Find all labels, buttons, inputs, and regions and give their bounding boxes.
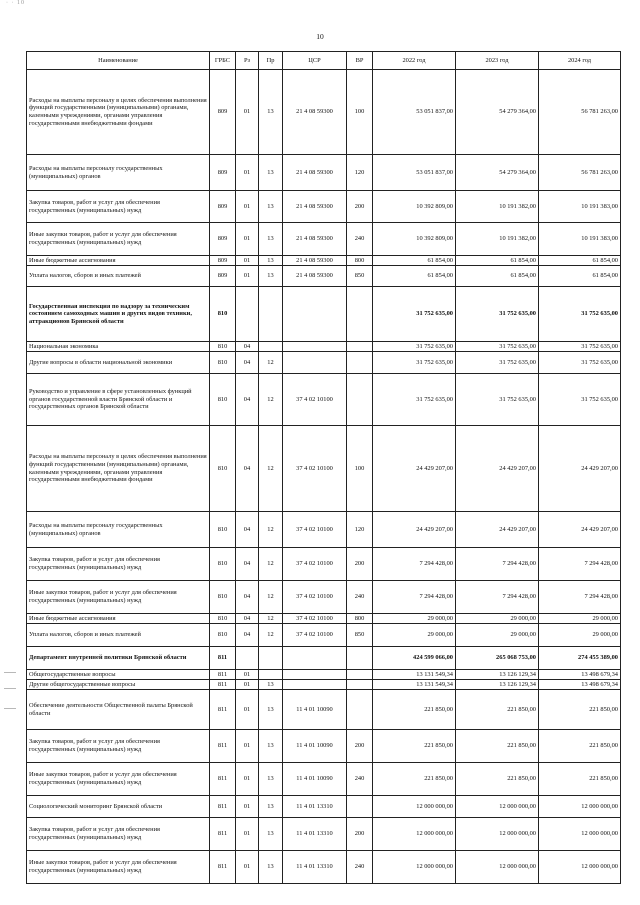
- cell-csr: 37 4 02 10100: [283, 614, 347, 624]
- cell-rz: 01: [236, 818, 259, 851]
- cell-2023: 54 279 364,00: [456, 70, 539, 155]
- cell-2024: 7 294 428,00: [539, 581, 621, 614]
- cell-name: Иные закупки товаров, работ и услуг для обеспечения государственных (муниципальных) нужд: [27, 581, 210, 614]
- cell-2022: 24 429 207,00: [373, 426, 456, 512]
- cell-rz: 01: [236, 796, 259, 818]
- cell-name: Руководство и управление в сфере установленных функций органов государственной власти Брянской области и государственных органов Брянской области: [27, 374, 210, 426]
- cell-pr: 13: [259, 851, 283, 884]
- cell-2024: 13 498 679,34: [539, 680, 621, 690]
- margin-mark: [4, 672, 16, 673]
- cell-2023: 10 191 382,00: [456, 191, 539, 223]
- cell-vr: 850: [347, 624, 373, 647]
- cell-rz: 04: [236, 374, 259, 426]
- cell-vr: 200: [347, 548, 373, 581]
- cell-name: Иные бюджетные ассигнования: [27, 614, 210, 624]
- cell-name: Закупка товаров, работ и услуг для обеспечения государственных (муниципальных) нужд: [27, 548, 210, 581]
- cell-grbs: 809: [210, 155, 236, 191]
- cell-grbs: 809: [210, 191, 236, 223]
- cell-pr: [259, 647, 283, 670]
- cell-2022: 10 392 809,00: [373, 191, 456, 223]
- cell-vr: 240: [347, 763, 373, 796]
- corner-mark: · · 10: [6, 0, 25, 6]
- cell-2024: 13 498 679,34: [539, 670, 621, 680]
- cell-vr: [347, 647, 373, 670]
- cell-2022: 24 429 207,00: [373, 512, 456, 548]
- table-row: [27, 730, 621, 763]
- cell-2023: 7 294 428,00: [456, 548, 539, 581]
- cell-pr: 13: [259, 266, 283, 287]
- cell-pr: 12: [259, 374, 283, 426]
- table-row: [27, 818, 621, 851]
- cell-pr: 13: [259, 223, 283, 256]
- cell-2022: 7 294 428,00: [373, 581, 456, 614]
- cell-csr: 11 4 01 10090: [283, 730, 347, 763]
- cell-grbs: 809: [210, 223, 236, 256]
- table-row: [27, 680, 621, 690]
- cell-2023: 24 429 207,00: [456, 512, 539, 548]
- cell-grbs: 811: [210, 670, 236, 680]
- table-row: [27, 624, 621, 647]
- cell-rz: 01: [236, 191, 259, 223]
- cell-grbs: 811: [210, 796, 236, 818]
- cell-pr: 13: [259, 763, 283, 796]
- cell-2022: 29 000,00: [373, 614, 456, 624]
- cell-csr: 11 4 01 13310: [283, 796, 347, 818]
- cell-2024: 31 752 635,00: [539, 352, 621, 374]
- cell-2022: 31 752 635,00: [373, 342, 456, 352]
- header-row: [27, 52, 621, 70]
- cell-2022: 7 294 428,00: [373, 548, 456, 581]
- cell-2024: 12 000 000,00: [539, 796, 621, 818]
- cell-2023: 10 191 382,00: [456, 223, 539, 256]
- cell-2022: 10 392 809,00: [373, 223, 456, 256]
- cell-2022: 424 599 066,00: [373, 647, 456, 670]
- cell-vr: 100: [347, 426, 373, 512]
- cell-vr: 120: [347, 512, 373, 548]
- cell-grbs: 811: [210, 851, 236, 884]
- cell-grbs: 810: [210, 352, 236, 374]
- cell-csr: 11 4 01 10090: [283, 690, 347, 730]
- table-row: [27, 647, 621, 670]
- cell-2024: 31 752 635,00: [539, 342, 621, 352]
- cell-2022: 12 000 000,00: [373, 818, 456, 851]
- cell-name: Закупка товаров, работ и услуг для обеспечения государственных (муниципальных) нужд: [27, 818, 210, 851]
- cell-2022: 61 854,00: [373, 256, 456, 266]
- cell-vr: 120: [347, 155, 373, 191]
- cell-2024: 29 000,00: [539, 624, 621, 647]
- cell-2022: 31 752 635,00: [373, 287, 456, 342]
- cell-grbs: 810: [210, 287, 236, 342]
- cell-rz: [236, 647, 259, 670]
- header-rz: Рз: [236, 52, 259, 70]
- cell-vr: [347, 680, 373, 690]
- cell-vr: [347, 670, 373, 680]
- cell-2022: 12 000 000,00: [373, 851, 456, 884]
- cell-pr: 12: [259, 581, 283, 614]
- cell-2024: 10 191 383,00: [539, 223, 621, 256]
- cell-grbs: 810: [210, 374, 236, 426]
- cell-grbs: 810: [210, 581, 236, 614]
- cell-rz: 01: [236, 155, 259, 191]
- cell-pr: 13: [259, 690, 283, 730]
- cell-2024: 7 294 428,00: [539, 548, 621, 581]
- cell-2024: 31 752 635,00: [539, 374, 621, 426]
- page-number: 10: [316, 32, 324, 41]
- cell-vr: 800: [347, 256, 373, 266]
- cell-name: Закупка товаров, работ и услуг для обеспечения государственных (муниципальных) нужд: [27, 191, 210, 223]
- cell-vr: 850: [347, 266, 373, 287]
- cell-grbs: 809: [210, 70, 236, 155]
- cell-2022: 31 752 635,00: [373, 374, 456, 426]
- cell-name: Уплата налогов, сборов и иных платежей: [27, 624, 210, 647]
- table-row: [27, 256, 621, 266]
- cell-grbs: 809: [210, 256, 236, 266]
- cell-name: Обеспечение деятельности Общественной палаты Брянской области: [27, 690, 210, 730]
- cell-2022: 29 000,00: [373, 624, 456, 647]
- cell-2023: 29 000,00: [456, 624, 539, 647]
- table-row: [27, 426, 621, 512]
- cell-2023: 54 279 364,00: [456, 155, 539, 191]
- cell-pr: [259, 670, 283, 680]
- cell-csr: 37 4 02 10100: [283, 581, 347, 614]
- cell-2024: 221 850,00: [539, 690, 621, 730]
- cell-2022: 61 854,00: [373, 266, 456, 287]
- cell-vr: 100: [347, 70, 373, 155]
- cell-grbs: 810: [210, 512, 236, 548]
- cell-csr: 21 4 08 59300: [283, 70, 347, 155]
- cell-2023: 29 000,00: [456, 614, 539, 624]
- margin-mark: [4, 688, 16, 689]
- table-row: [27, 374, 621, 426]
- cell-2023: 24 429 207,00: [456, 426, 539, 512]
- cell-name: Иные закупки товаров, работ и услуг для обеспечения государственных (муниципальных) нужд: [27, 763, 210, 796]
- cell-2023: 13 126 129,34: [456, 670, 539, 680]
- cell-csr: 21 4 08 59300: [283, 256, 347, 266]
- cell-vr: 240: [347, 223, 373, 256]
- cell-rz: 01: [236, 851, 259, 884]
- cell-name: Расходы на выплаты персоналу государственных (муниципальных) органов: [27, 155, 210, 191]
- cell-pr: 12: [259, 614, 283, 624]
- cell-2022: 221 850,00: [373, 730, 456, 763]
- cell-name: Закупка товаров, работ и услуг для обеспечения государственных (муниципальных) нужд: [27, 730, 210, 763]
- cell-csr: 37 4 02 10100: [283, 374, 347, 426]
- header-2024: 2024 год: [539, 52, 621, 70]
- table-row: [27, 796, 621, 818]
- cell-2023: 31 752 635,00: [456, 374, 539, 426]
- cell-pr: [259, 287, 283, 342]
- header-2022: 2022 год: [373, 52, 456, 70]
- table-row: [27, 763, 621, 796]
- cell-rz: 01: [236, 223, 259, 256]
- header-pr: Пр: [259, 52, 283, 70]
- cell-2024: 61 854,00: [539, 266, 621, 287]
- cell-name: Уплата налогов, сборов и иных платежей: [27, 266, 210, 287]
- budget-table: [26, 51, 621, 884]
- header-2023: 2023 год: [456, 52, 539, 70]
- table-row: [27, 191, 621, 223]
- table-row: [27, 223, 621, 256]
- cell-csr: 11 4 01 13310: [283, 851, 347, 884]
- cell-2024: 24 429 207,00: [539, 512, 621, 548]
- cell-vr: 240: [347, 581, 373, 614]
- cell-rz: 04: [236, 426, 259, 512]
- cell-grbs: 811: [210, 680, 236, 690]
- table-row: [27, 512, 621, 548]
- cell-rz: 01: [236, 670, 259, 680]
- cell-2024: 221 850,00: [539, 763, 621, 796]
- cell-name: Иные бюджетные ассигнования: [27, 256, 210, 266]
- cell-grbs: 811: [210, 730, 236, 763]
- cell-2022: 13 131 549,34: [373, 680, 456, 690]
- cell-pr: 13: [259, 191, 283, 223]
- cell-2024: 31 752 635,00: [539, 287, 621, 342]
- table-row: [27, 614, 621, 624]
- cell-grbs: 809: [210, 266, 236, 287]
- cell-name: Расходы на выплаты персоналу в целях обеспечения выполнения функций государственными (муниципальными) органами, казенными учреждениями, органами управления государственными внебюджетными фондами: [27, 70, 210, 155]
- cell-2023: 61 854,00: [456, 266, 539, 287]
- cell-2024: 221 850,00: [539, 730, 621, 763]
- cell-rz: 04: [236, 548, 259, 581]
- cell-rz: 01: [236, 256, 259, 266]
- cell-2024: 274 455 389,00: [539, 647, 621, 670]
- cell-vr: 200: [347, 818, 373, 851]
- cell-2023: 221 850,00: [456, 730, 539, 763]
- cell-vr: 200: [347, 730, 373, 763]
- table-row: [27, 266, 621, 287]
- cell-vr: [347, 690, 373, 730]
- cell-name: Общегосударственные вопросы: [27, 670, 210, 680]
- cell-2022: 221 850,00: [373, 763, 456, 796]
- cell-vr: [347, 342, 373, 352]
- cell-vr: 800: [347, 614, 373, 624]
- cell-2024: 12 000 000,00: [539, 851, 621, 884]
- cell-csr: 11 4 01 10090: [283, 763, 347, 796]
- cell-rz: 01: [236, 70, 259, 155]
- cell-name: Национальная экономика: [27, 342, 210, 352]
- cell-2023: 31 752 635,00: [456, 352, 539, 374]
- cell-vr: 240: [347, 851, 373, 884]
- cell-vr: [347, 287, 373, 342]
- cell-grbs: 810: [210, 548, 236, 581]
- cell-rz: 01: [236, 266, 259, 287]
- cell-2022: 31 752 635,00: [373, 352, 456, 374]
- table-row: [27, 581, 621, 614]
- cell-pr: 13: [259, 680, 283, 690]
- cell-grbs: 810: [210, 614, 236, 624]
- cell-name: Иные закупки товаров, работ и услуг для обеспечения государственных (муниципальных) нужд: [27, 223, 210, 256]
- cell-2023: 12 000 000,00: [456, 818, 539, 851]
- cell-2023: 12 000 000,00: [456, 796, 539, 818]
- cell-2024: 56 781 263,00: [539, 155, 621, 191]
- cell-2024: 56 781 263,00: [539, 70, 621, 155]
- cell-grbs: 810: [210, 624, 236, 647]
- table-row: [27, 287, 621, 342]
- cell-rz: 04: [236, 581, 259, 614]
- header-name: Наименование: [27, 52, 210, 70]
- table-row: [27, 670, 621, 680]
- cell-rz: 01: [236, 680, 259, 690]
- cell-pr: 12: [259, 352, 283, 374]
- cell-vr: [347, 796, 373, 818]
- table-row: [27, 70, 621, 155]
- cell-rz: 01: [236, 690, 259, 730]
- cell-csr: 11 4 01 13310: [283, 818, 347, 851]
- cell-2023: 221 850,00: [456, 690, 539, 730]
- table-row: [27, 690, 621, 730]
- cell-2024: 10 191 383,00: [539, 191, 621, 223]
- header-grbs: ГРБС: [210, 52, 236, 70]
- cell-2023: 61 854,00: [456, 256, 539, 266]
- cell-grbs: 811: [210, 647, 236, 670]
- cell-pr: 13: [259, 818, 283, 851]
- cell-csr: 21 4 08 59300: [283, 266, 347, 287]
- cell-rz: 01: [236, 763, 259, 796]
- cell-csr: [283, 680, 347, 690]
- cell-csr: 21 4 08 59300: [283, 191, 347, 223]
- cell-2023: 31 752 635,00: [456, 342, 539, 352]
- table-row: [27, 342, 621, 352]
- cell-pr: 12: [259, 512, 283, 548]
- cell-pr: 12: [259, 426, 283, 512]
- cell-2022: 13 131 549,34: [373, 670, 456, 680]
- cell-name: Иные закупки товаров, работ и услуг для обеспечения государственных (муниципальных) нужд: [27, 851, 210, 884]
- cell-name: Другие вопросы в области национальной экономики: [27, 352, 210, 374]
- cell-2022: 53 051 837,00: [373, 70, 456, 155]
- cell-grbs: 810: [210, 426, 236, 512]
- cell-pr: 13: [259, 155, 283, 191]
- margin-mark: [4, 708, 16, 709]
- cell-name: Другие общегосударственные вопросы: [27, 680, 210, 690]
- cell-2023: 12 000 000,00: [456, 851, 539, 884]
- cell-2023: 221 850,00: [456, 763, 539, 796]
- table-body: [27, 70, 621, 884]
- cell-csr: 37 4 02 10100: [283, 624, 347, 647]
- cell-csr: [283, 287, 347, 342]
- cell-vr: [347, 352, 373, 374]
- cell-csr: [283, 352, 347, 374]
- cell-2022: 221 850,00: [373, 690, 456, 730]
- cell-csr: [283, 670, 347, 680]
- cell-csr: 37 4 02 10100: [283, 426, 347, 512]
- cell-rz: 01: [236, 730, 259, 763]
- cell-pr: [259, 342, 283, 352]
- cell-csr: 21 4 08 59300: [283, 223, 347, 256]
- cell-grbs: 811: [210, 818, 236, 851]
- cell-vr: [347, 374, 373, 426]
- cell-csr: [283, 647, 347, 670]
- cell-pr: 13: [259, 796, 283, 818]
- cell-name: Социологический мониторинг Брянской области: [27, 796, 210, 818]
- cell-rz: [236, 287, 259, 342]
- cell-csr: [283, 342, 347, 352]
- cell-pr: 13: [259, 70, 283, 155]
- cell-name: Департамент внутренней политики Брянской области: [27, 647, 210, 670]
- cell-name: Расходы на выплаты персоналу государственных (муниципальных) органов: [27, 512, 210, 548]
- cell-pr: 13: [259, 730, 283, 763]
- cell-grbs: 811: [210, 690, 236, 730]
- cell-name: Расходы на выплаты персоналу в целях обеспечения выполнения функций государственными (муниципальными) органами, казенными учреждениями, органами управления государственными внебюджетными фондами: [27, 426, 210, 512]
- table-row: [27, 155, 621, 191]
- table-row: [27, 851, 621, 884]
- cell-2024: 24 429 207,00: [539, 426, 621, 512]
- cell-2023: 7 294 428,00: [456, 581, 539, 614]
- table-row: [27, 548, 621, 581]
- cell-pr: 13: [259, 256, 283, 266]
- cell-2024: 29 000,00: [539, 614, 621, 624]
- cell-rz: 04: [236, 352, 259, 374]
- cell-grbs: 811: [210, 763, 236, 796]
- cell-vr: 200: [347, 191, 373, 223]
- cell-csr: 37 4 02 10100: [283, 512, 347, 548]
- cell-2023: 13 126 129,34: [456, 680, 539, 690]
- cell-rz: 04: [236, 512, 259, 548]
- cell-2024: 12 000 000,00: [539, 818, 621, 851]
- cell-csr: 37 4 02 10100: [283, 548, 347, 581]
- cell-pr: 12: [259, 548, 283, 581]
- cell-rz: 04: [236, 624, 259, 647]
- cell-2022: 53 051 837,00: [373, 155, 456, 191]
- cell-pr: 12: [259, 624, 283, 647]
- cell-2023: 31 752 635,00: [456, 287, 539, 342]
- header-csr: ЦСР: [283, 52, 347, 70]
- cell-grbs: 810: [210, 342, 236, 352]
- cell-name: Государственная инспекция по надзору за техническим состоянием самоходных машин и других видов техники, аттракционов Брянской области: [27, 287, 210, 342]
- cell-csr: 21 4 08 59300: [283, 155, 347, 191]
- cell-rz: 04: [236, 614, 259, 624]
- header-vr: ВР: [347, 52, 373, 70]
- cell-2022: 12 000 000,00: [373, 796, 456, 818]
- cell-rz: 04: [236, 342, 259, 352]
- cell-2023: 265 068 753,00: [456, 647, 539, 670]
- cell-2024: 61 854,00: [539, 256, 621, 266]
- table-row: [27, 352, 621, 374]
